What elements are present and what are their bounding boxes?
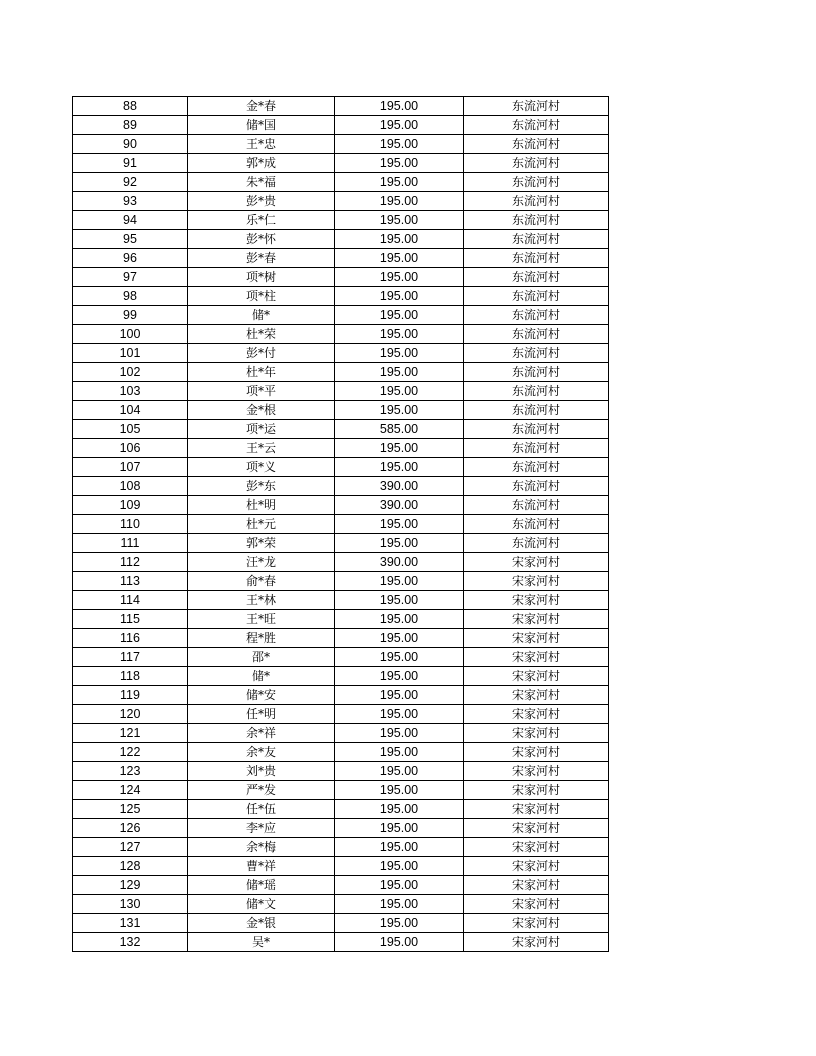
table-row bbox=[73, 534, 609, 553]
table-row bbox=[73, 268, 609, 287]
amount-cell: 195.00 bbox=[335, 306, 464, 325]
row-number-cell: 114 bbox=[73, 591, 188, 610]
row-number-cell: 118 bbox=[73, 667, 188, 686]
table-body bbox=[73, 97, 609, 952]
name-cell: 王*旺 bbox=[188, 610, 335, 629]
row-number-cell: 92 bbox=[73, 173, 188, 192]
village-cell: 东流河村 bbox=[464, 192, 609, 211]
amount-cell: 390.00 bbox=[335, 553, 464, 572]
table-row bbox=[73, 97, 609, 116]
name-cell: 彭*贵 bbox=[188, 192, 335, 211]
village-cell: 东流河村 bbox=[464, 325, 609, 344]
table-row bbox=[73, 249, 609, 268]
village-cell: 宋家河村 bbox=[464, 648, 609, 667]
village-cell: 东流河村 bbox=[464, 230, 609, 249]
row-number-cell: 117 bbox=[73, 648, 188, 667]
amount-cell: 195.00 bbox=[335, 762, 464, 781]
row-number-cell: 95 bbox=[73, 230, 188, 249]
name-cell: 刘*贵 bbox=[188, 762, 335, 781]
village-cell: 宋家河村 bbox=[464, 629, 609, 648]
name-cell: 王*云 bbox=[188, 439, 335, 458]
name-cell: 杜*年 bbox=[188, 363, 335, 382]
row-number-cell: 88 bbox=[73, 97, 188, 116]
village-cell: 东流河村 bbox=[464, 363, 609, 382]
name-cell: 李*应 bbox=[188, 819, 335, 838]
row-number-cell: 130 bbox=[73, 895, 188, 914]
table-row bbox=[73, 781, 609, 800]
name-cell: 程*胜 bbox=[188, 629, 335, 648]
amount-cell: 390.00 bbox=[335, 496, 464, 515]
village-cell: 宋家河村 bbox=[464, 705, 609, 724]
village-cell: 东流河村 bbox=[464, 401, 609, 420]
village-cell: 宋家河村 bbox=[464, 610, 609, 629]
amount-cell: 195.00 bbox=[335, 743, 464, 762]
table-row bbox=[73, 819, 609, 838]
village-cell: 宋家河村 bbox=[464, 876, 609, 895]
name-cell: 金*根 bbox=[188, 401, 335, 420]
table-row bbox=[73, 762, 609, 781]
amount-cell: 195.00 bbox=[335, 610, 464, 629]
village-cell: 东流河村 bbox=[464, 534, 609, 553]
amount-cell: 195.00 bbox=[335, 914, 464, 933]
table-row bbox=[73, 230, 609, 249]
row-number-cell: 112 bbox=[73, 553, 188, 572]
village-cell: 东流河村 bbox=[464, 496, 609, 515]
row-number-cell: 131 bbox=[73, 914, 188, 933]
village-cell: 宋家河村 bbox=[464, 686, 609, 705]
table-row bbox=[73, 686, 609, 705]
village-cell: 东流河村 bbox=[464, 287, 609, 306]
table-row bbox=[73, 610, 609, 629]
village-cell: 东流河村 bbox=[464, 306, 609, 325]
row-number-cell: 129 bbox=[73, 876, 188, 895]
table-row bbox=[73, 667, 609, 686]
table-row bbox=[73, 116, 609, 135]
amount-cell: 195.00 bbox=[335, 268, 464, 287]
name-cell: 任*伍 bbox=[188, 800, 335, 819]
row-number-cell: 123 bbox=[73, 762, 188, 781]
amount-cell: 195.00 bbox=[335, 933, 464, 952]
village-cell: 东流河村 bbox=[464, 420, 609, 439]
name-cell: 彭*东 bbox=[188, 477, 335, 496]
name-cell: 吴* bbox=[188, 933, 335, 952]
amount-cell: 195.00 bbox=[335, 382, 464, 401]
name-cell: 杜*元 bbox=[188, 515, 335, 534]
village-cell: 宋家河村 bbox=[464, 914, 609, 933]
village-cell: 宋家河村 bbox=[464, 667, 609, 686]
village-cell: 东流河村 bbox=[464, 458, 609, 477]
name-cell: 项*义 bbox=[188, 458, 335, 477]
amount-cell: 195.00 bbox=[335, 249, 464, 268]
amount-cell: 195.00 bbox=[335, 173, 464, 192]
row-number-cell: 103 bbox=[73, 382, 188, 401]
name-cell: 储*瑶 bbox=[188, 876, 335, 895]
amount-cell: 195.00 bbox=[335, 344, 464, 363]
row-number-cell: 98 bbox=[73, 287, 188, 306]
amount-cell: 195.00 bbox=[335, 572, 464, 591]
amount-cell: 195.00 bbox=[335, 116, 464, 135]
amount-cell: 195.00 bbox=[335, 439, 464, 458]
amount-cell: 390.00 bbox=[335, 477, 464, 496]
village-cell: 东流河村 bbox=[464, 439, 609, 458]
row-number-cell: 104 bbox=[73, 401, 188, 420]
village-cell: 宋家河村 bbox=[464, 933, 609, 952]
amount-cell: 195.00 bbox=[335, 857, 464, 876]
village-cell: 宋家河村 bbox=[464, 572, 609, 591]
village-cell: 宋家河村 bbox=[464, 857, 609, 876]
table-row bbox=[73, 743, 609, 762]
table-row bbox=[73, 705, 609, 724]
village-cell: 宋家河村 bbox=[464, 819, 609, 838]
village-cell: 宋家河村 bbox=[464, 800, 609, 819]
row-number-cell: 91 bbox=[73, 154, 188, 173]
name-cell: 曹*祥 bbox=[188, 857, 335, 876]
row-number-cell: 105 bbox=[73, 420, 188, 439]
row-number-cell: 119 bbox=[73, 686, 188, 705]
name-cell: 项*柱 bbox=[188, 287, 335, 306]
table-row bbox=[73, 895, 609, 914]
amount-cell: 195.00 bbox=[335, 876, 464, 895]
name-cell: 俞*春 bbox=[188, 572, 335, 591]
name-cell: 储*国 bbox=[188, 116, 335, 135]
table-row bbox=[73, 496, 609, 515]
village-cell: 东流河村 bbox=[464, 344, 609, 363]
table-row bbox=[73, 553, 609, 572]
row-number-cell: 102 bbox=[73, 363, 188, 382]
village-cell: 宋家河村 bbox=[464, 781, 609, 800]
village-cell: 东流河村 bbox=[464, 382, 609, 401]
table-row bbox=[73, 363, 609, 382]
village-cell: 东流河村 bbox=[464, 154, 609, 173]
village-cell: 东流河村 bbox=[464, 515, 609, 534]
name-cell: 王*林 bbox=[188, 591, 335, 610]
row-number-cell: 109 bbox=[73, 496, 188, 515]
table-row bbox=[73, 420, 609, 439]
row-number-cell: 126 bbox=[73, 819, 188, 838]
table-row bbox=[73, 173, 609, 192]
row-number-cell: 113 bbox=[73, 572, 188, 591]
table-row bbox=[73, 648, 609, 667]
amount-cell: 195.00 bbox=[335, 287, 464, 306]
amount-cell: 195.00 bbox=[335, 363, 464, 382]
amount-cell: 195.00 bbox=[335, 230, 464, 249]
village-cell: 宋家河村 bbox=[464, 591, 609, 610]
row-number-cell: 115 bbox=[73, 610, 188, 629]
row-number-cell: 106 bbox=[73, 439, 188, 458]
village-cell: 宋家河村 bbox=[464, 553, 609, 572]
village-cell: 宋家河村 bbox=[464, 724, 609, 743]
amount-cell: 195.00 bbox=[335, 401, 464, 420]
table-row bbox=[73, 838, 609, 857]
amount-cell: 195.00 bbox=[335, 686, 464, 705]
amount-cell: 585.00 bbox=[335, 420, 464, 439]
row-number-cell: 110 bbox=[73, 515, 188, 534]
table-row bbox=[73, 724, 609, 743]
table-row bbox=[73, 800, 609, 819]
row-number-cell: 116 bbox=[73, 629, 188, 648]
row-number-cell: 101 bbox=[73, 344, 188, 363]
name-cell: 彭*付 bbox=[188, 344, 335, 363]
row-number-cell: 124 bbox=[73, 781, 188, 800]
table-row bbox=[73, 306, 609, 325]
row-number-cell: 94 bbox=[73, 211, 188, 230]
amount-cell: 195.00 bbox=[335, 819, 464, 838]
name-cell: 余*祥 bbox=[188, 724, 335, 743]
name-cell: 金*银 bbox=[188, 914, 335, 933]
name-cell: 金*春 bbox=[188, 97, 335, 116]
row-number-cell: 132 bbox=[73, 933, 188, 952]
name-cell: 邵* bbox=[188, 648, 335, 667]
village-cell: 宋家河村 bbox=[464, 895, 609, 914]
table-row bbox=[73, 458, 609, 477]
table-row bbox=[73, 401, 609, 420]
name-cell: 彭*春 bbox=[188, 249, 335, 268]
row-number-cell: 93 bbox=[73, 192, 188, 211]
village-cell: 东流河村 bbox=[464, 173, 609, 192]
row-number-cell: 96 bbox=[73, 249, 188, 268]
amount-cell: 195.00 bbox=[335, 534, 464, 553]
village-cell: 东流河村 bbox=[464, 97, 609, 116]
name-cell: 储*安 bbox=[188, 686, 335, 705]
table-row bbox=[73, 154, 609, 173]
row-number-cell: 120 bbox=[73, 705, 188, 724]
name-cell: 储* bbox=[188, 667, 335, 686]
table-row bbox=[73, 876, 609, 895]
amount-cell: 195.00 bbox=[335, 192, 464, 211]
table-row bbox=[73, 933, 609, 952]
name-cell: 郭*荣 bbox=[188, 534, 335, 553]
row-number-cell: 100 bbox=[73, 325, 188, 344]
row-number-cell: 90 bbox=[73, 135, 188, 154]
table-row bbox=[73, 287, 609, 306]
table-row bbox=[73, 572, 609, 591]
table-row bbox=[73, 439, 609, 458]
name-cell: 严*发 bbox=[188, 781, 335, 800]
amount-cell: 195.00 bbox=[335, 629, 464, 648]
table-row bbox=[73, 857, 609, 876]
table-row bbox=[73, 629, 609, 648]
table-row bbox=[73, 325, 609, 344]
amount-cell: 195.00 bbox=[335, 154, 464, 173]
name-cell: 储* bbox=[188, 306, 335, 325]
village-cell: 宋家河村 bbox=[464, 838, 609, 857]
village-cell: 东流河村 bbox=[464, 135, 609, 154]
amount-cell: 195.00 bbox=[335, 97, 464, 116]
name-cell: 郭*成 bbox=[188, 154, 335, 173]
row-number-cell: 127 bbox=[73, 838, 188, 857]
name-cell: 杜*荣 bbox=[188, 325, 335, 344]
village-cell: 东流河村 bbox=[464, 477, 609, 496]
village-cell: 宋家河村 bbox=[464, 743, 609, 762]
village-cell: 宋家河村 bbox=[464, 762, 609, 781]
name-cell: 朱*福 bbox=[188, 173, 335, 192]
amount-cell: 195.00 bbox=[335, 458, 464, 477]
name-cell: 项*运 bbox=[188, 420, 335, 439]
name-cell: 项*树 bbox=[188, 268, 335, 287]
table-row bbox=[73, 382, 609, 401]
table-row bbox=[73, 135, 609, 154]
row-number-cell: 122 bbox=[73, 743, 188, 762]
amount-cell: 195.00 bbox=[335, 515, 464, 534]
name-cell: 储*文 bbox=[188, 895, 335, 914]
name-cell: 彭*怀 bbox=[188, 230, 335, 249]
amount-cell: 195.00 bbox=[335, 667, 464, 686]
table-row bbox=[73, 591, 609, 610]
village-cell: 东流河村 bbox=[464, 116, 609, 135]
name-cell: 乐*仁 bbox=[188, 211, 335, 230]
amount-cell: 195.00 bbox=[335, 648, 464, 667]
table-row bbox=[73, 344, 609, 363]
amount-cell: 195.00 bbox=[335, 325, 464, 344]
name-cell: 余*梅 bbox=[188, 838, 335, 857]
name-cell: 杜*明 bbox=[188, 496, 335, 515]
amount-cell: 195.00 bbox=[335, 800, 464, 819]
amount-cell: 195.00 bbox=[335, 135, 464, 154]
table-row bbox=[73, 515, 609, 534]
row-number-cell: 125 bbox=[73, 800, 188, 819]
row-number-cell: 108 bbox=[73, 477, 188, 496]
payment-table bbox=[72, 96, 609, 952]
name-cell: 任*明 bbox=[188, 705, 335, 724]
name-cell: 汪*龙 bbox=[188, 553, 335, 572]
amount-cell: 195.00 bbox=[335, 705, 464, 724]
amount-cell: 195.00 bbox=[335, 211, 464, 230]
table-row bbox=[73, 914, 609, 933]
row-number-cell: 128 bbox=[73, 857, 188, 876]
amount-cell: 195.00 bbox=[335, 591, 464, 610]
village-cell: 东流河村 bbox=[464, 211, 609, 230]
table-row bbox=[73, 211, 609, 230]
amount-cell: 195.00 bbox=[335, 781, 464, 800]
name-cell: 王*忠 bbox=[188, 135, 335, 154]
village-cell: 东流河村 bbox=[464, 268, 609, 287]
name-cell: 余*友 bbox=[188, 743, 335, 762]
table-row bbox=[73, 477, 609, 496]
amount-cell: 195.00 bbox=[335, 724, 464, 743]
table-row bbox=[73, 192, 609, 211]
village-cell: 东流河村 bbox=[464, 249, 609, 268]
amount-cell: 195.00 bbox=[335, 838, 464, 857]
row-number-cell: 89 bbox=[73, 116, 188, 135]
amount-cell: 195.00 bbox=[335, 895, 464, 914]
row-number-cell: 99 bbox=[73, 306, 188, 325]
row-number-cell: 111 bbox=[73, 534, 188, 553]
row-number-cell: 107 bbox=[73, 458, 188, 477]
name-cell: 项*平 bbox=[188, 382, 335, 401]
row-number-cell: 121 bbox=[73, 724, 188, 743]
row-number-cell: 97 bbox=[73, 268, 188, 287]
